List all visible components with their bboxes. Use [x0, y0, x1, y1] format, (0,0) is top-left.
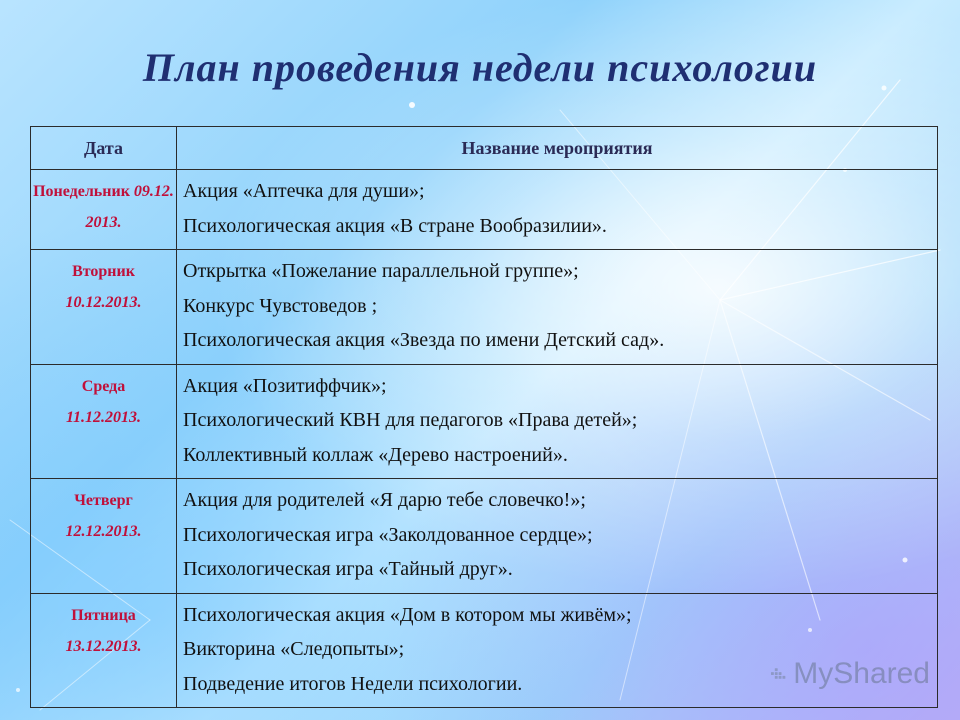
event-item: Подведение итогов Недели психологии. — [183, 672, 523, 695]
events-cell — [177, 479, 938, 594]
schedule-table — [30, 126, 938, 708]
event-item: Психологическая игра «Заколдованное сердце»; — [183, 523, 593, 546]
event-item: Викторина «Следопыты»; — [183, 638, 405, 660]
page-title: План проведения недели психологии — [142, 45, 818, 90]
event-item: Психологическая акция «Звезда по имени Детский сад». — [183, 329, 665, 351]
watermark — [770, 652, 930, 696]
day-name: Среда — [81, 377, 126, 395]
event-item: Психологическая игра «Тайный друг». — [183, 558, 513, 580]
event-item: Психологическая акция «Дом в котором мы живём»; — [183, 603, 632, 626]
day-date: 11.12.2013. — [65, 408, 142, 426]
event-item: Психологическая акция «В стране Вообразилии». — [183, 214, 607, 237]
date-cell — [31, 479, 177, 594]
event-item: Открытка «Пожелание параллельной группе»; — [183, 260, 579, 282]
day-date: 10.12.2013. — [65, 294, 142, 311]
event-item: Акция «Аптечка для души»; — [183, 180, 425, 202]
event-item: Акция «Позитиффчик»; — [183, 374, 387, 397]
event-item: Акция для родителей «Я дарю тебе словечко!»; — [183, 489, 586, 511]
event-item: Психологический КВН для педагогов «Права детей»; — [183, 409, 638, 431]
events-cell — [177, 250, 938, 365]
day-name: Понедельник — [33, 183, 130, 200]
table-row — [31, 364, 938, 479]
day-date: 09.12.2013. — [85, 183, 174, 231]
day-date: 12.12.2013. — [65, 523, 142, 540]
header-event: Название мероприятия — [177, 127, 938, 170]
table-row — [31, 250, 938, 365]
date-cell — [31, 170, 177, 250]
date-cell — [31, 364, 177, 479]
day-name: Вторник — [72, 263, 135, 280]
event-item: Коллективный коллаж «Дерево настроений». — [183, 443, 568, 466]
header-date: Дата — [31, 127, 177, 170]
day-name: Четверг — [74, 492, 133, 509]
table-row — [31, 170, 938, 250]
date-cell — [31, 250, 177, 365]
myshared-logo-icon — [770, 656, 787, 692]
table-header-row — [31, 127, 938, 170]
event-item: Конкурс Чувстоведов ; — [183, 294, 378, 317]
events-cell — [177, 364, 938, 479]
date-cell — [31, 593, 177, 708]
table-row — [31, 479, 938, 594]
events-cell — [177, 170, 938, 250]
watermark-text: MyShared — [793, 657, 930, 690]
day-name: Пятница — [71, 606, 136, 624]
day-date: 13.12.2013. — [65, 637, 142, 655]
